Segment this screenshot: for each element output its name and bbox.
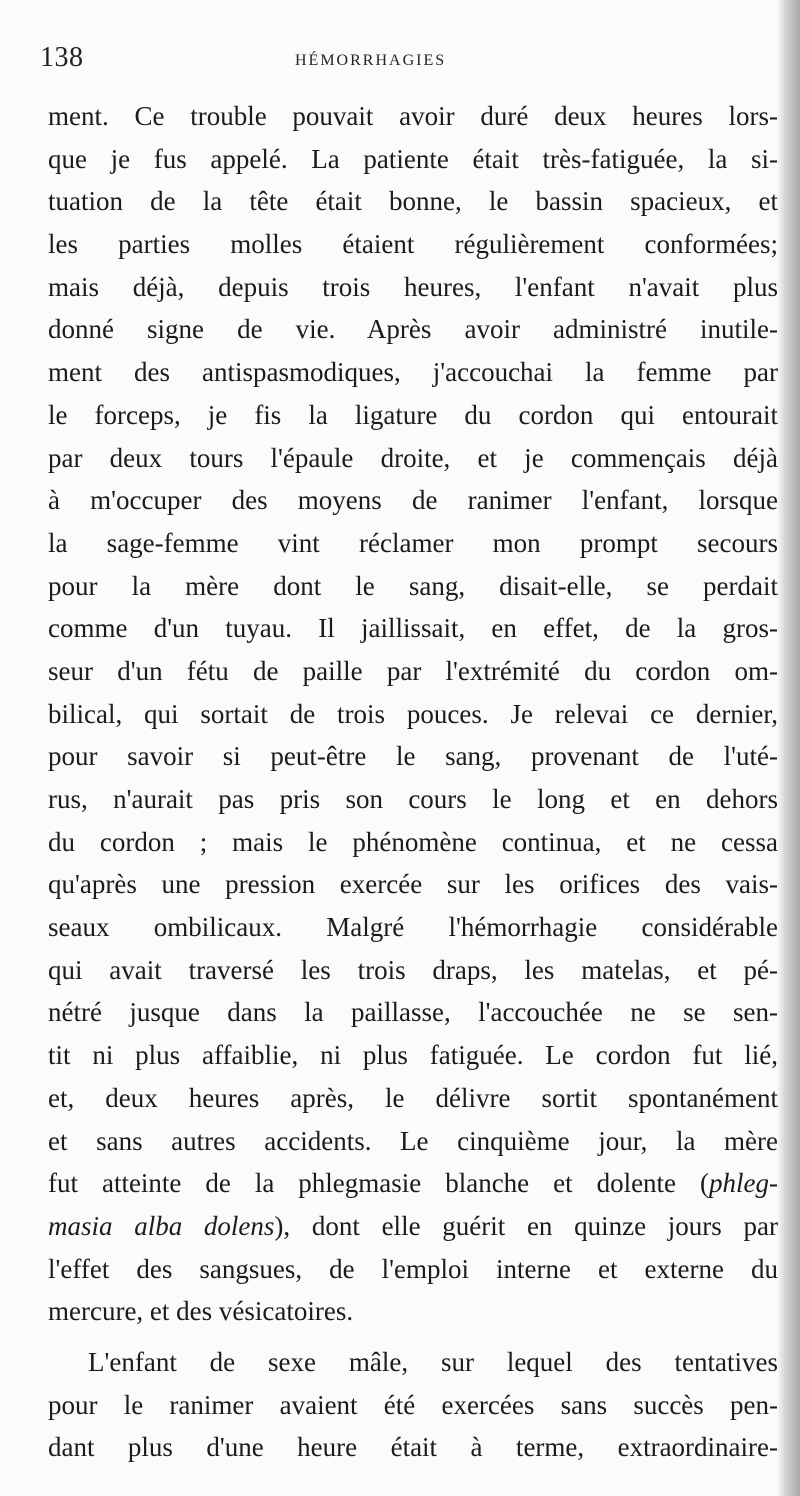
- italic-term: masia alba dolens: [48, 1210, 275, 1241]
- italic-term: phleg-: [709, 1168, 778, 1199]
- paragraph-2: [48, 1341, 778, 1469]
- text-line: pour le ranimer avaient été exercées sans succès pen-: [48, 1389, 778, 1420]
- text-fragment: ), dont elle guérit en quinze jours par: [274, 1210, 778, 1241]
- text-line: tit ni plus affaiblie, ni plus fatiguée. Le cordon fut lié,: [48, 1040, 778, 1071]
- text-line: [48, 1162, 778, 1205]
- text-fragment: fut atteinte de la phlegmasie blanche et dolente (: [48, 1168, 710, 1199]
- text-line: L'enfant de sexe mâle, sur lequel des tentatives: [88, 1346, 778, 1377]
- text-line: le forceps, je fis la ligature du cordon qui entourait: [48, 399, 778, 430]
- paragraph-gap: [48, 1333, 778, 1341]
- text-line: qu'après une pression exercée sur les orifices des vais-: [48, 869, 778, 900]
- text-line: rus, n'aurait pas pris son cours le long et en dehors: [48, 784, 778, 814]
- text-line: mercure, et des vésicatoires.: [48, 1296, 354, 1327]
- text-line: à m'occuper des moyens de ranimer l'enfant, lorsque: [48, 485, 778, 516]
- text-line: et, deux heures après, le délivre sortit spontanément: [48, 1082, 778, 1113]
- text-line: les parties molles étaient régulièrement conformées;: [48, 229, 778, 260]
- text-line: seaux ombilicaux. Malgré l'hémorrhagie considérable: [48, 912, 778, 943]
- text-line: la sage-femme vint réclamer mon prompt secours: [48, 527, 778, 558]
- text-line: pour la mère dont le sang, disait-elle, se perdait: [48, 570, 778, 601]
- text-line: comme d'un tuyau. Il jaillissait, en effet, de la gros-: [48, 613, 778, 644]
- text-line: dant plus d'une heure était à terme, extraordinaire-: [48, 1432, 778, 1463]
- text-line: par deux tours l'épaule droite, et je commençais déjà: [48, 442, 778, 473]
- text-line: [48, 1205, 778, 1248]
- text-line: seur d'un fétu de paille par l'extrémité du cordon om-: [48, 655, 778, 686]
- text-line: ment des antispasmodiques, j'accouchai la femme par: [48, 357, 778, 388]
- page-number: 138: [40, 42, 84, 73]
- page-edge-shadow: [778, 0, 800, 1496]
- text-line: mais déjà, depuis trois heures, l'enfant n'avait plus: [48, 271, 778, 302]
- page-header: [40, 42, 770, 82]
- text-line: donné signe de vie. Après avoir administré inutile-: [48, 314, 778, 345]
- text-line: et sans autres accidents. Le cinquième jour, la mère: [48, 1125, 778, 1156]
- text-line: que je fus appelé. La patiente était très-fatiguée, la si-: [48, 143, 778, 174]
- text-line: l'effet des sangsues, de l'emploi interne et externe du: [48, 1253, 778, 1284]
- text-line: ment. Ce trouble pouvait avoir duré deux heures lors-: [48, 101, 778, 131]
- paragraph-1: [48, 95, 778, 1333]
- text-line: tuation de la tête était bonne, le bassin spacieux, et: [48, 186, 778, 217]
- running-head: HÉMORRHAGIES: [295, 52, 447, 69]
- text-line: bilical, qui sortait de trois pouces. Je relevai ce dernier,: [48, 698, 778, 729]
- body-text: [48, 95, 778, 1469]
- text-line: du cordon ; mais le phénomène continua, et ne cessa: [48, 826, 778, 857]
- text-line: pour savoir si peut-être le sang, provenant de l'uté-: [48, 741, 778, 772]
- text-line: qui avait traversé les trois draps, les matelas, et pé-: [48, 954, 778, 985]
- text-line: nétré jusque dans la paillasse, l'accouchée ne se sen-: [48, 997, 778, 1028]
